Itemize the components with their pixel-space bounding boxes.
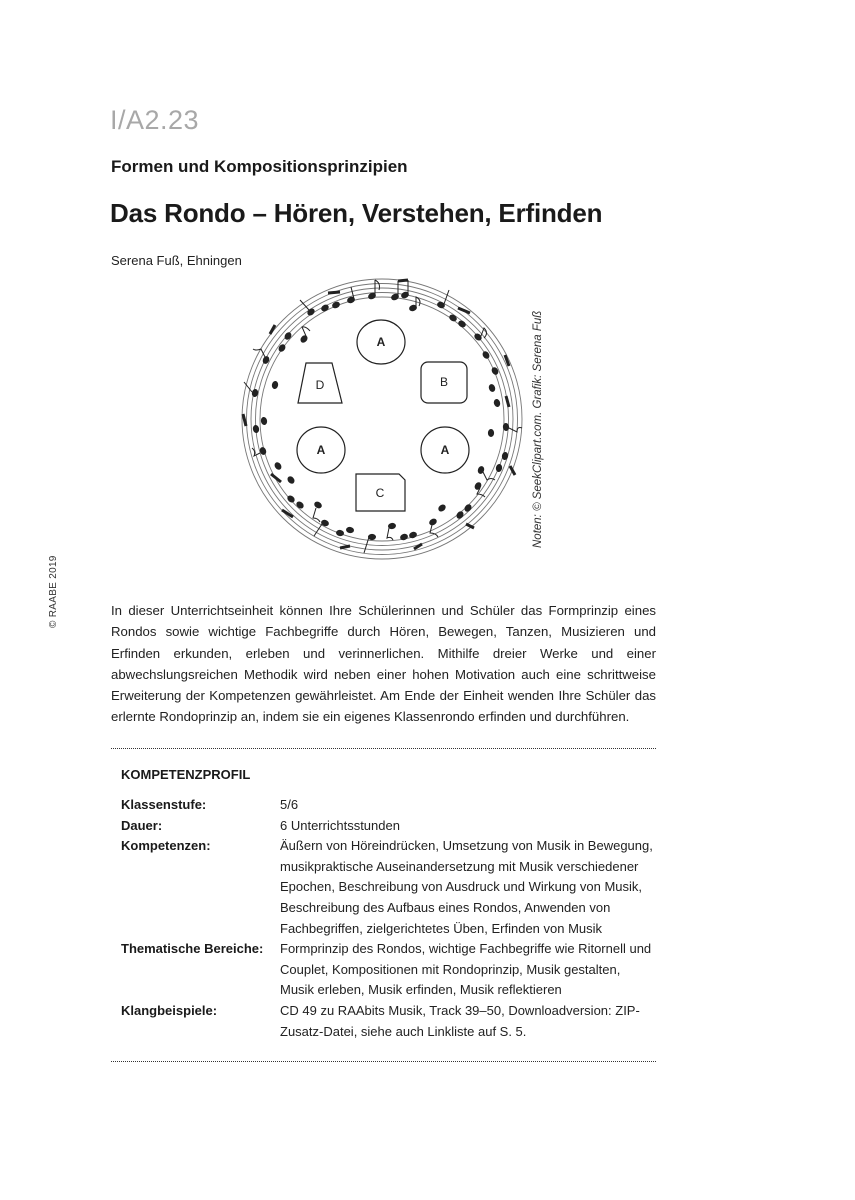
profile-label: Klangbeispiele: [121, 1002, 218, 1018]
profile-heading: KOMPETENZPROFIL [121, 767, 251, 782]
shape-label-a3: A [316, 443, 326, 457]
shape-label-d: D [315, 378, 325, 392]
profile-value: 6 Unterrichtsstunden [280, 817, 400, 833]
shape-label-a2: A [440, 443, 450, 457]
category-heading: Formen und Kompositionsprinzipien [111, 157, 408, 176]
profile-row-thematische-bereiche [121, 939, 661, 1001]
profile-value: 5/6 [280, 797, 299, 812]
shape-label-c: C [375, 486, 385, 500]
intro-paragraph: In dieser Unterrichtseinheit können Ihre Schülerinnen und Schüler das Formprinzip eines Rondos sowie wichtige Fachbegriffe durch Hören, Bewegen, Tanzen, Musizieren und Erfinden erkunden, erleben und verinnerlichen. Mithilfe dreier Werke und einer abwechslungsreichen Methodik wird neben einer hohen Motivation auch eine schrittweise Erweiterung der Kompetenzen gewährleistet. Am Ende der Einheit wenden Ihre Schüler das erlernte Rondoprinzip an, indem sie ein eigenes Klassenrondo erfinden und durchführen. [111, 603, 656, 725]
profile-value: Formprinzip des Rondos, wichtige Fachbegriffe wie Ritornell und Couplet, Kompositionen mit Rondoprinzip, Musik gestalten, Musik erleben, Musik erfinden, Musik reflektieren [280, 941, 652, 998]
divider-top [111, 748, 656, 749]
profile-label: Thematische Bereiche: [121, 941, 264, 957]
profile-label: Dauer: [121, 817, 163, 833]
rondo-staff-circle-graphic [238, 270, 538, 565]
rondo-figure [238, 270, 538, 565]
author-line: Serena Fuß, Ehningen [111, 253, 242, 268]
document-code: I/A2.23 [110, 105, 200, 135]
figure-caption: Noten: © SeekClipart.com. Grafik: Serena Fuß [532, 310, 544, 548]
profile-row-klangbeispiele [121, 1001, 661, 1042]
shape-label-a1: A [376, 335, 386, 349]
profile-label: Kompetenzen: [121, 838, 211, 854]
profile-row-dauer [121, 816, 661, 837]
profile-value: Äußern von Höreindrücken, Umsetzung von Musik in Bewegung, musikpraktische Auseinandersetzung mit Musik verschiedener Epochen, Beschreibung von Ausdruck und Wirkung von Musik, Beschreibung des Aufbaus eines Rondos, Anwenden von Fachbegriffen, zielgerichtetes Üben, Erfinden von Musik [280, 838, 653, 936]
profile-row-klassenstufe [121, 795, 661, 816]
profile-value: CD 49 zu RAAbits Musik, Track 39–50, Downloadversion: ZIP-Zusatz-Datei, siehe auch Linkliste auf S. 5. [280, 1002, 640, 1039]
page-title: Das Rondo – Hören, Verstehen, Erfinden [110, 198, 603, 228]
profile-row-kompetenzen [121, 836, 661, 939]
competence-profile-table [121, 795, 661, 1042]
copyright-notice: © RAABE 2019 [48, 555, 59, 628]
divider-bottom [111, 1061, 656, 1062]
profile-label: Klassenstufe: [121, 797, 207, 812]
shape-label-b: B [439, 375, 449, 389]
